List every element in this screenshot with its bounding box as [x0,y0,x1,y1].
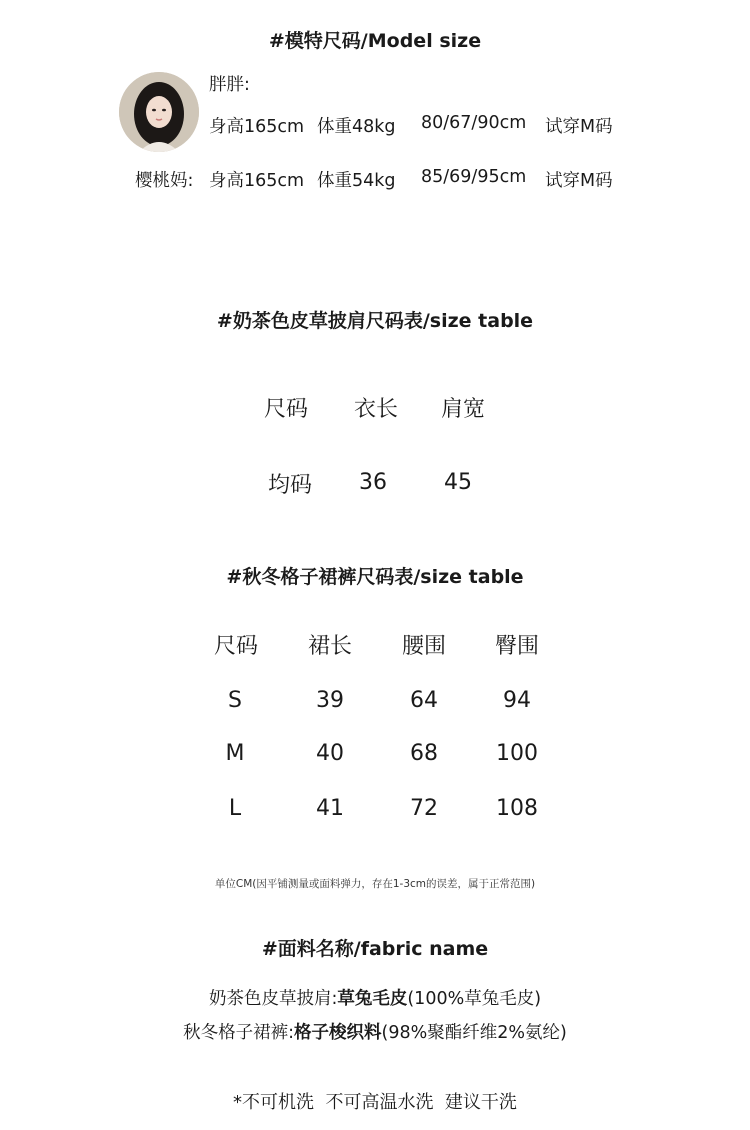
skirt-row-s-size: S [228,688,242,713]
skirt-header-hip: 臀围 [494,634,540,659]
model2-weight: 体重54kg [317,171,396,191]
skirt-size-heading: #秋冬格子裙裤尺码表/size table [226,566,524,588]
skirt-header-length: 裙长 [307,634,353,659]
skirt-header-size: 尺码 [213,634,259,659]
skirt-header-waist: 腰围 [401,634,447,659]
skirt-row-l-waist: 72 [410,796,438,821]
model1-weight: 体重48kg [317,117,396,137]
fabric-shawl-composition: (100%草兔毛皮) [407,989,542,1009]
fabric-line-shawl [0,985,750,1010]
fabric-skirt-label: 秋冬格子裙裤: [183,1023,295,1043]
skirt-row-m-size: M [225,741,245,766]
model1-measurements: 80/67/90cm [421,113,527,133]
model-size-heading: #模特尺码/Model size [268,30,482,52]
model1-name: 胖胖: [209,75,250,95]
skirt-row-m-hip: 100 [496,741,538,766]
shawl-cell-length: 36 [359,470,387,495]
skirt-row-s-waist: 64 [410,688,438,713]
skirt-row-l-size: L [228,796,242,821]
measurement-note: 单位CM(因平铺测量或面料弹力，存在1-3cm的误差，属于正常范围) [214,878,536,890]
shawl-header-length: 衣长 [353,397,399,422]
model2-height: 身高165cm [209,171,305,191]
model1-height: 身高165cm [209,117,305,137]
fabric-shawl-label: 奶茶色皮草披肩: [208,989,338,1009]
skirt-row-m-waist: 68 [410,741,438,766]
care-instructions: *不可机洗 不可高温水洗 建议干洗 [233,1092,517,1113]
skirt-row-s-hip: 94 [503,688,531,713]
fabric-skirt-material: 格子梭织料 [294,1023,382,1043]
skirt-row-m-length: 40 [316,741,344,766]
shawl-cell-shoulder: 45 [444,470,472,495]
fabric-heading: #面料名称/fabric name [261,938,489,960]
model2-name: 樱桃妈: [135,171,194,191]
shawl-cell-size: 均码 [267,473,313,498]
shawl-header-shoulder: 肩宽 [440,397,486,422]
shawl-size-heading: #奶茶色皮草披肩尺码表/size table [216,310,534,332]
model-portrait-image [119,72,199,152]
fabric-line-skirt [0,1019,750,1044]
model2-tried-size: 试穿M码 [545,171,613,191]
fabric-skirt-composition: (98%聚酯纤维2%氨纶) [381,1023,567,1043]
model-avatar [119,72,199,152]
fabric-shawl-material: 草兔毛皮 [337,989,408,1009]
shawl-header-size: 尺码 [263,397,309,422]
model1-tried-size: 试穿M码 [545,117,613,137]
skirt-row-s-length: 39 [316,688,344,713]
skirt-row-l-hip: 108 [496,796,538,821]
model2-measurements: 85/69/95cm [421,167,527,187]
skirt-row-l-length: 41 [316,796,344,821]
